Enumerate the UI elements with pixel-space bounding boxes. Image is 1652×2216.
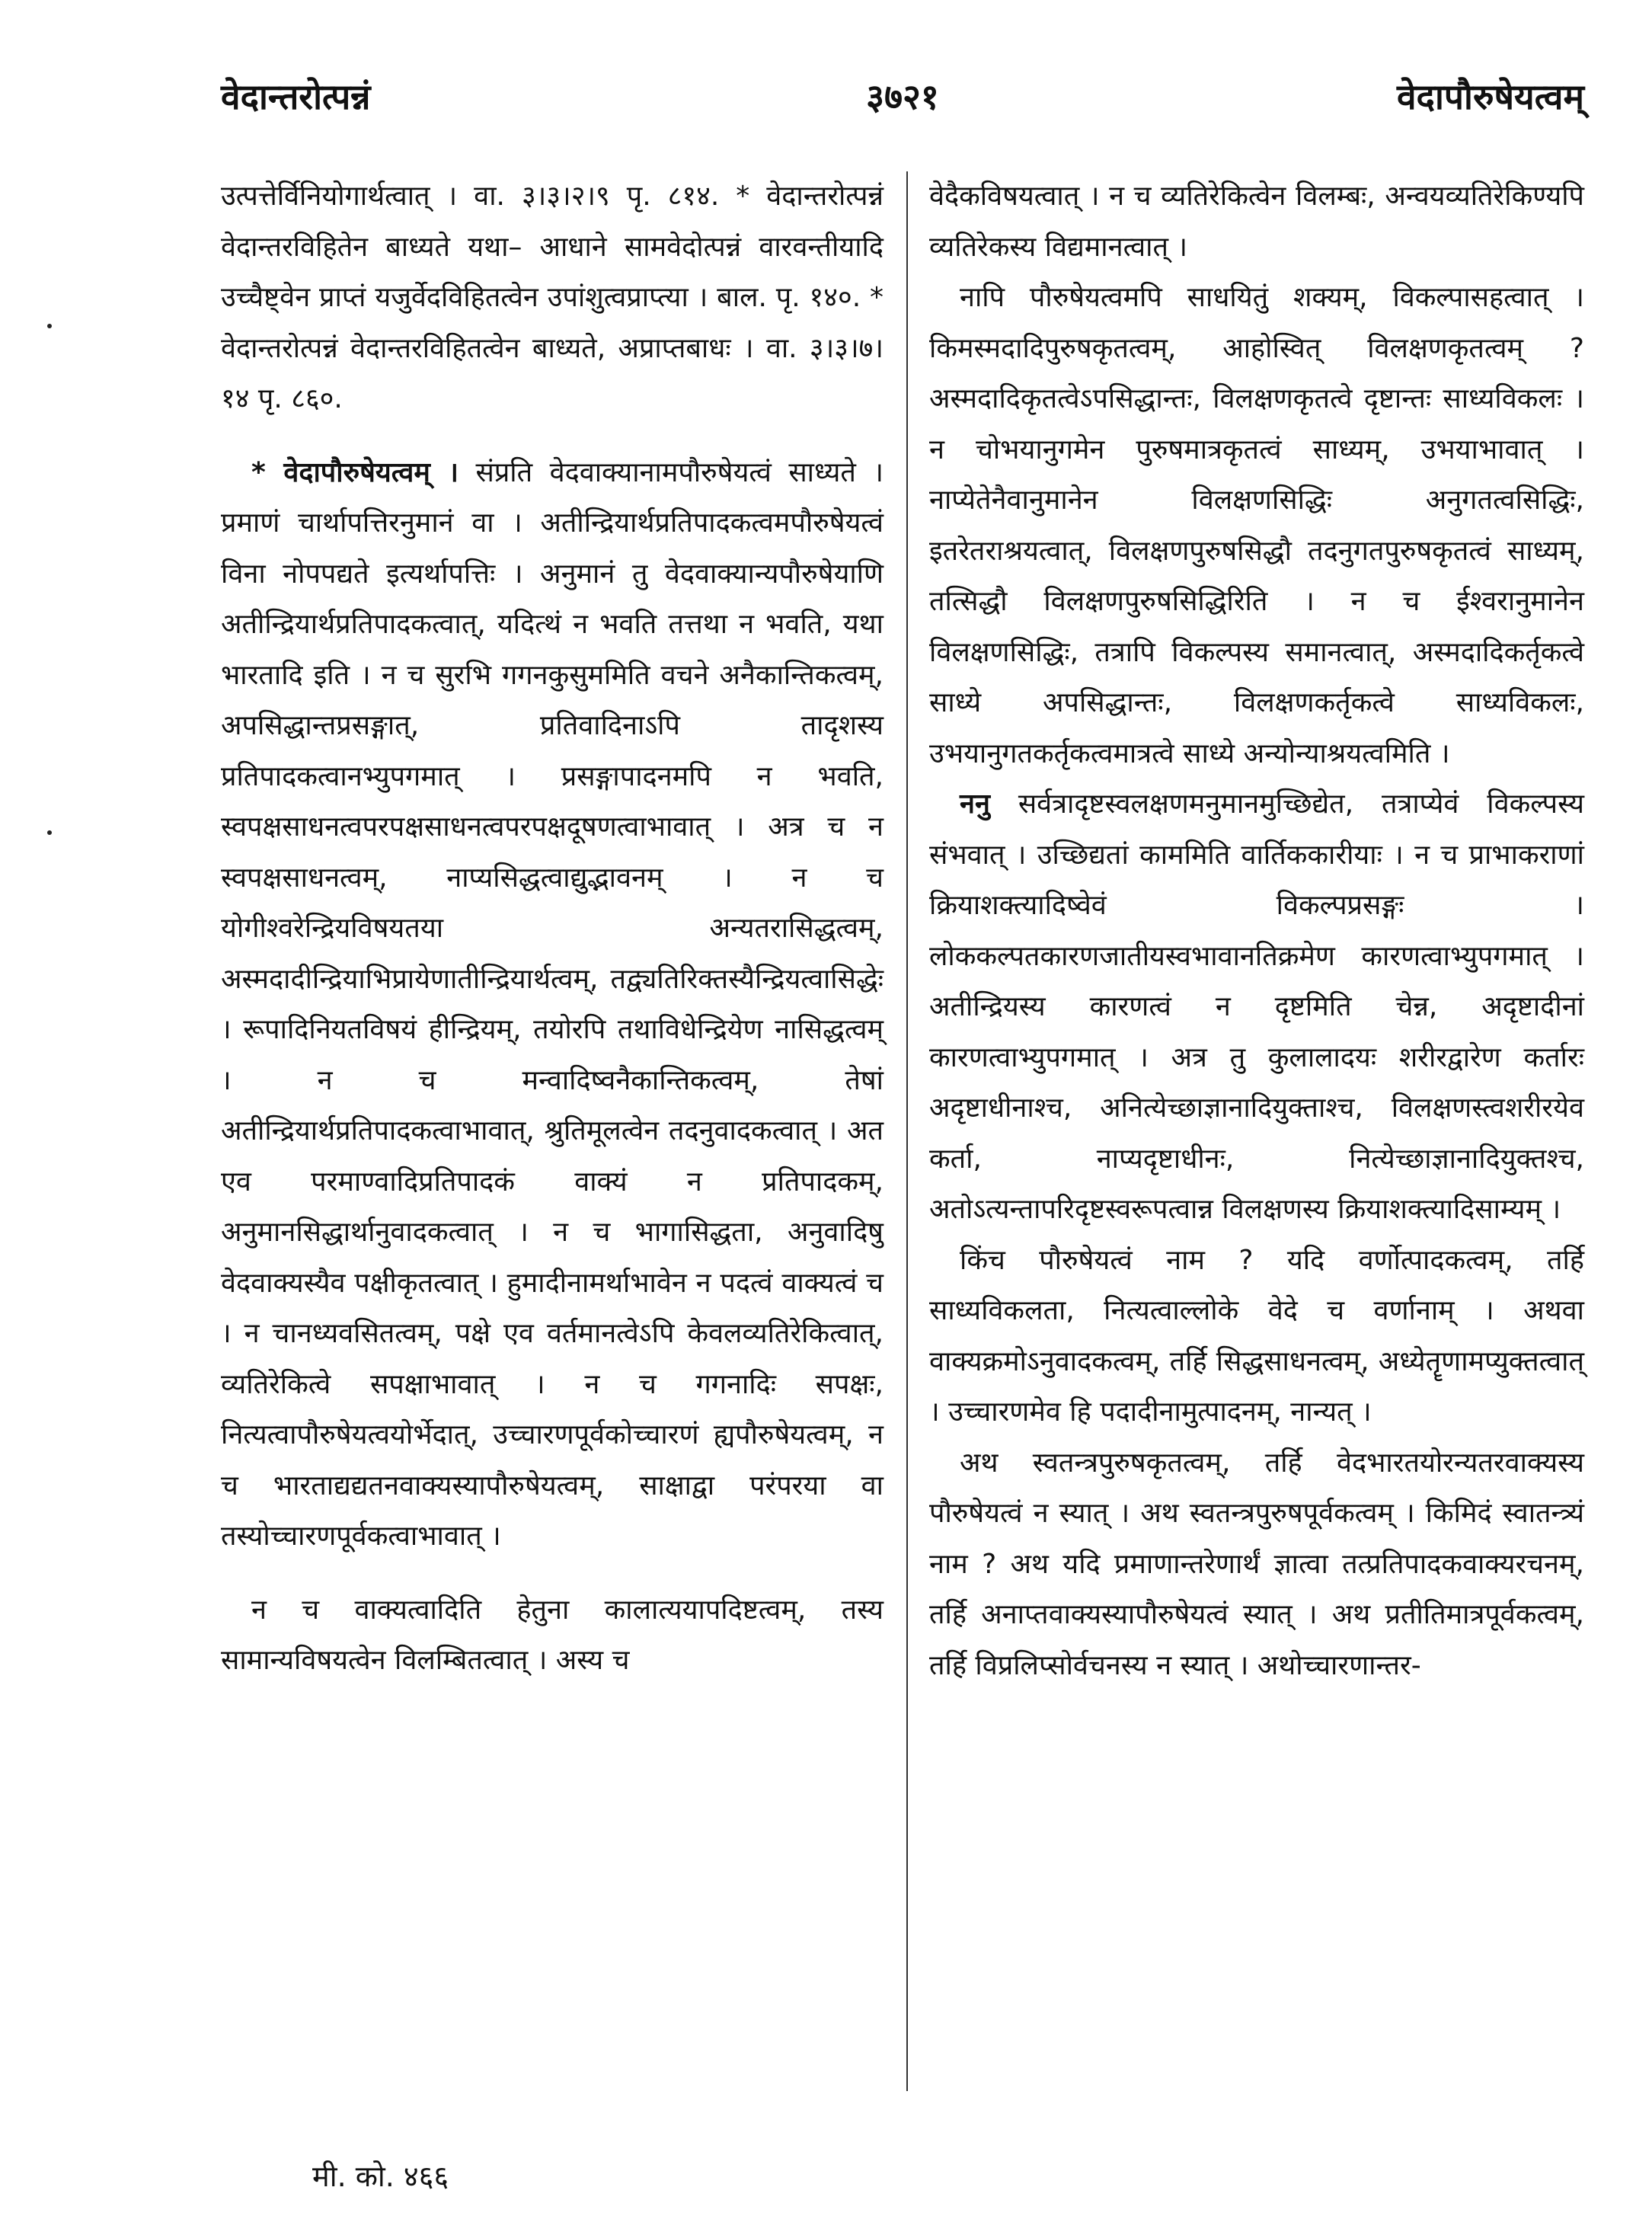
entry-text: सर्वत्रादृष्टस्वलक्षणमनुमानमुच्छिद्येत, तत्राप्येवं विकल्पस्य संभवात् । उच्छिद्यतां काममिति वार्तिककारीयाः । न च प्राभाकराणां क्रियाशक्त्यादिष्वेवं विकल्पप्रसङ्गः । लोककल्पतकारणजातीयस्वभावानतिक्रमेण कारणत्वाभ्युपगमात् । अतीन्द्रियस्य कारणत्वं न दृष्टमिति चेन्न, अदृष्टादीनां कारणत्वाभ्युपगमात् । अत्र तु कुलालादयः शरीरद्वारेण कर्तारः अदृष्टाधीनाश्च, अनित्येच्छाज्ञानादियुक्ताश्च, विलक्षणस्त्वशरीरयेव कर्ता, नाप्यदृष्टाधीनः, नित्येच्छाज्ञानादियुक्तश्च, अतोऽत्यन्तापरिदृष्टस्वरूपत्वान्न विलक्षणस्य क्रियाशक्त्यादिसाम्यम् । [929,788,1585,1225]
right-column [929,171,1584,1691]
entry-paragraph: अथ स्वतन्त्रपुरुषकृतत्वम्, तर्हि वेदभारतयोरन्यतरवाक्यस्य पौरुषेयत्वं न स्यात् । अथ स्वतन्त्रपुरुषपूर्वकत्वम् । किमिदं स्वातन्त्र्यं नाम ? अथ यदि प्रमाणान्तरेणार्थं ज्ञात्वा तत्प्रतिपादकवाक्यरचनम्, तर्हि अनाप्तवाक्यस्यापौरुषेयत्वं स्यात् । अथ प्रतीतिमात्रपूर्वकत्वम्, तर्हि विप्रलिप्सोर्वचनस्य न स्यात् । अथोच्चारणान्तर- [929,1447,1584,1681]
entry-lemma: ननु [960,788,990,820]
entry-paragraph [221,448,884,1562]
entry-paragraph: वेदैकविषयत्वात् । न च व्यतिरेकित्वेन विलम्बः, अन्वयव्यतिरेकिण्यपि व्यतिरेकस्य विद्यमानत्वात् । [929,181,1584,263]
footer-signature: मी. को. ४६६ [312,2160,449,2193]
entry-paragraph: नापि पौरुषेयत्वमपि साधयितुं शक्यम्, विकल्पासहत्वात् । किमस्मदादिपुरुषकृतत्वम्, आहोस्वित् विलक्षणकृतत्वम् ? अस्मदादिकृतत्वेऽपसिद्धान्तः, विलक्षणकृतत्वे दृष्टान्तः साध्यविकलः । न चोभयानुगमेन पुरुषमात्रकृतत्वं साध्यम्, उभयाभावात् । नाप्येतेनैवानुमानेन विलक्षणसिद्धिः अनुगतत्वसिद्धिः, इतरेतराश्रयत्वात्, विलक्षणपुरुषसिद्धौ तदनुगतपुरुषकृतत्वं साध्यम्, तत्सिद्धौ विलक्षणपुरुषसिद्धिरिति । न च ईश्वरानुमानेन विलक्षणसिद्धिः, तत्रापि विकल्पस्य समानत्वात्, अस्मदादिकर्तृकत्वे साध्ये अपसिद्धान्तः, विलक्षणकर्तृकत्वे साध्यविकलः, उभयानुगतकर्तृकत्वमात्रत्वे साध्ये अन्योन्याश्रयत्वमिति । [929,282,1584,769]
entry-paragraph [929,779,1584,1236]
stray-dot-mark [47,830,52,835]
stray-dot-mark [47,324,52,328]
column-divider [906,171,908,2091]
entry-text: उत्पत्तेर्विनियोगार्थत्वात् । वा. ३।३।२।९ पृ. ८१४. * वेदान्तरोत्पन्नं वेदान्तरविहितेन बाध्यते यथा– आधाने सामवेदोत्पन्नं वारवन्तीयादि उच्चैष्ट्वेन प्राप्तं यजुर्वेदविहितत्वेन उपांशुत्वप्राप्त्या । बाल. पृ. १४०. * वेदान्तरोत्पन्नं वेदान्तरविहितत्वेन बाध्यते, अप्राप्तबाधः । वा. ३।३।७।१४ पृ. ८६०. [221,181,884,414]
entry-paragraph: न च वाक्यत्वादिति हेतुना कालात्ययापदिष्टत्वम्, तस्य सामान्यविषयत्वेन विलम्बितत्वात् । अस्य च [221,1594,884,1676]
header-left-keyword: वेदान्तरोत्पन्नं [221,76,371,117]
running-header [221,72,1584,133]
left-column [221,171,884,1687]
entry-lemma: * वेदापौरुषेयत्वम् । [251,456,459,488]
page-number: ३७२१ [866,76,939,117]
header-right-keyword: वेदापौरुषेयत्वम् [1396,76,1584,117]
entry-paragraph: किंच पौरुषेयत्वं नाम ? यदि वर्णोत्पादकत्वम्, तर्हि साध्यविकलता, नित्यत्वाल्लोके वेदे च वर्णानाम् । अथवा वाक्यक्रमोऽनुवादकत्वम्, तर्हि सिद्धसाधनत्वम्, अध्येतॄणामप्युक्तत्वात् । उच्चारणमेव हि पदादीनामुत्पादनम्, नान्यत् । [929,1244,1584,1428]
entry-text: संप्रति वेदवाक्यानामपौरुषेयत्वं साध्यते । प्रमाणं चार्थापत्तिरनुमानं वा । अतीन्द्रियार्थप्रतिपादकत्वमपौरुषेयत्वं विना नोपपद्यते इत्यर्थापत्तिः । अनुमानं तु वेदवाक्यान्यपौरुषेयाणि अतीन्द्रियार्थप्रतिपादकत्वात्, यदित्थं न भवति तत्तथा न भवति, यथा भारतादि इति । न च सुरभि गगनकुसुममिति वचने अनैकान्तिकत्वम्, अपसिद्धान्तप्रसङ्गात्, प्रतिवादिनाऽपि तादृशस्य प्रतिपादकत्वानभ्युपगमात् । प्रसङ्गापादनमपि न भवति, स्वपक्षसाधनत्वपरपक्षसाधनत्वपरपक्षदूषणत्वाभावात् । अत्र च न स्वपक्षसाधनत्वम्, नाप्यसिद्धत्वाद्युद्भावनम् । न च योगीश्वरेन्द्रियविषयतया अन्यतरासिद्धत्वम्, अस्मदादीन्द्रियाभिप्रायेणातीन्द्रियार्थत्वम्, तद्व्यतिरिक्तस्यैन्द्रियत्वासिद्धेः । रूपादिनियतविषयं हीन्द्रियम्, तयोरपि तथाविधेन्द्रियेण नासिद्धत्वम् । न च मन्वादिष्वनैकान्तिकत्वम्, तेषां अतीन्द्रियार्थप्रतिपादकत्वाभावात्, श्रुतिमूलत्वेन तदनुवादकत्वात् । अत एव परमाण्वादिप्रतिपादकं वाक्यं न प्रतिपादकम्, अनुमानसिद्धार्थानुवादकत्वात् । न च भागासिद्धता, अनुवादिषु वेदवाक्यस्यैव पक्षीकृतत्वात् । हुमादीनामर्थाभावेन न पदत्वं वाक्यत्वं च । न चानध्यवसितत्वम्, पक्षे एव वर्तमानत्वेऽपि केवलव्यतिरेकित्वात्, व्यतिरेकित्वे सपक्षाभावात् । न च गगनादिः सपक्षः, नित्यत्वापौरुषेयत्वयोर्भेदात्, उच्चारणपूर्वकोच्चारणं ह्यपौरुषेयत्वम्, न च भारताद्यद्यतनवाक्यस्यापौरुषेयत्वम्, साक्षाद्वा परंपरया वा तस्योच्चारणपूर्वकत्वाभावात् । [221,456,884,1552]
